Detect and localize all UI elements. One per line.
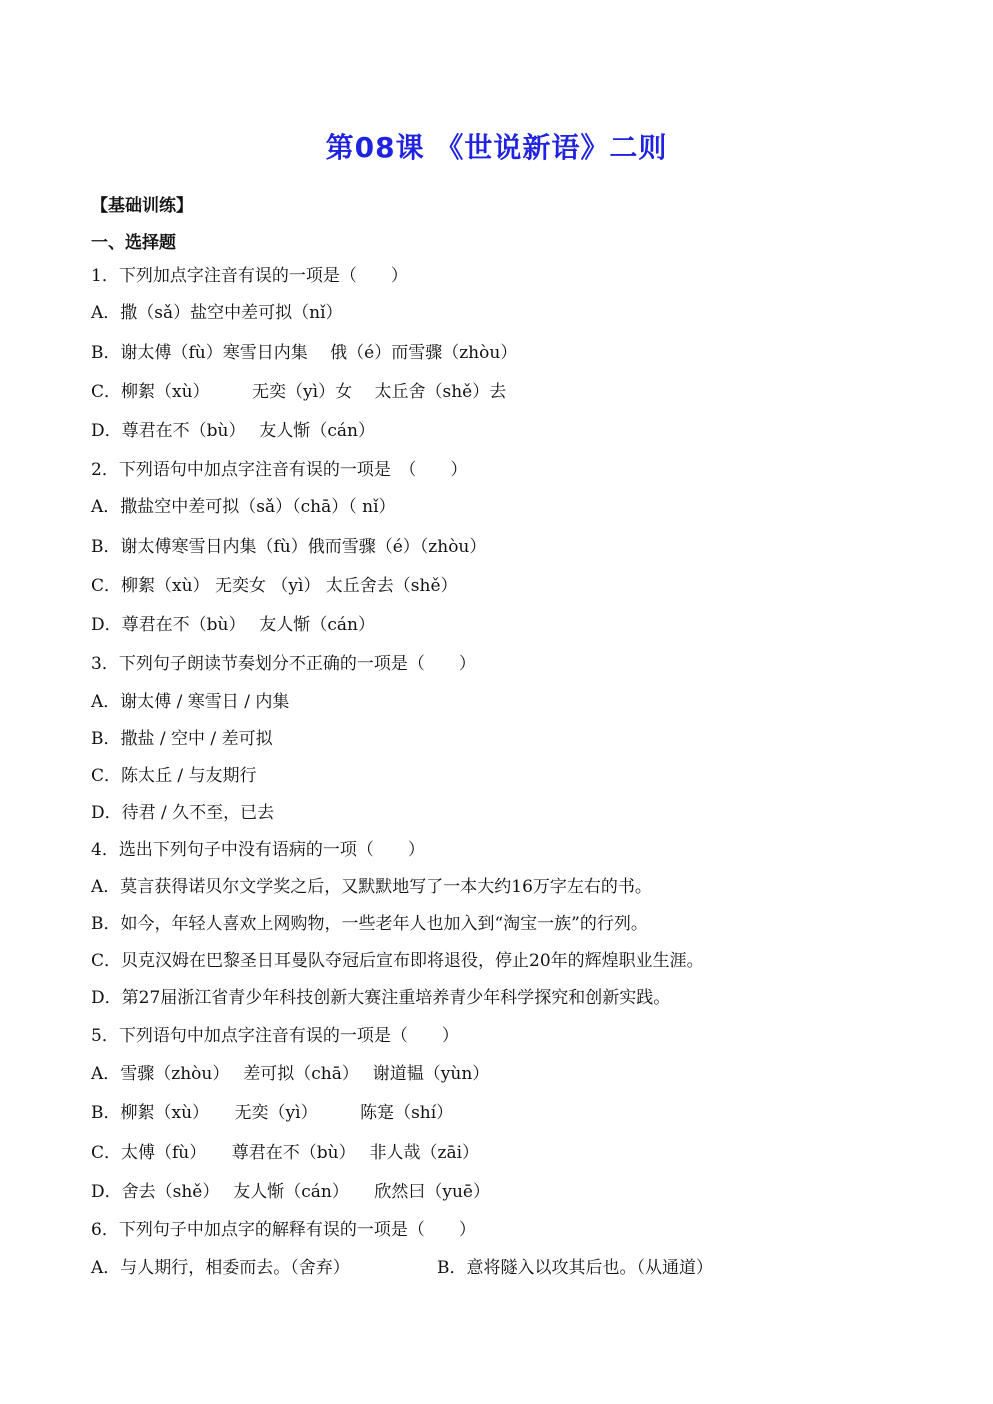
question-6-option-a: A．与人期行，相委而去。（舍弃） <box>91 1258 350 1278</box>
question-3-option-c: C．陈太丘 / 与友期行 <box>91 766 257 786</box>
question-1-option-a: A．撒（sǎ）盐空中差可拟（nǐ） <box>91 303 343 323</box>
question-4-option-c: C．贝克汉姆在巴黎圣日耳曼队夺冠后宣布即将退役，停止20年的辉煌职业生涯。 <box>91 951 704 971</box>
question-1-stem: 1．下列加点字注音有误的一项是（ ） <box>91 266 408 286</box>
page-title: 第08课 《世说新语》二则 <box>325 131 668 164</box>
question-1-option-d: D．尊君在不（bù） 友人惭（cán） <box>91 421 375 441</box>
question-5-option-c: C．太傅（fù） 尊君在不（bù） 非人哉（zāi） <box>91 1143 480 1163</box>
question-4-stem: 4．选出下列句子中没有语病的一项（ ） <box>91 840 425 860</box>
question-5-option-d: D．舍去（shě） 友人惭（cán） 欣然曰（yuē） <box>91 1182 490 1202</box>
question-2-option-c: C．柳絮（xù） 无奕女 （yì） 太丘舍去（shě） <box>91 576 458 596</box>
question-2-option-b: B．谢太傅寒雪日内集（fù）俄而雪骤（é）（zhòu） <box>91 537 487 557</box>
question-1-option-b: B．谢太傅（fù）寒雪日内集 俄（é）而雪骤（zhòu） <box>91 343 518 363</box>
question-4-option-b: B．如今，年轻人喜欢上网购物，一些老年人也加入到“淘宝一族”的行列。 <box>91 914 648 934</box>
question-6-stem: 6．下列句子中加点字的解释有误的一项是（ ） <box>91 1220 476 1240</box>
question-4-option-d: D．第27届浙江省青少年科技创新大赛注重培养青少年科学探究和创新实践。 <box>91 988 671 1008</box>
question-2-option-a: A．撒盐空中差可拟（sǎ）（chā）（ nǐ） <box>91 497 396 517</box>
section-heading-multiple-choice: 一、选择题 <box>91 233 176 253</box>
question-4-option-a: A．莫言获得诺贝尔文学奖之后，又默默地写了一本大约16万字左右的书。 <box>91 877 652 897</box>
question-5-stem: 5．下列语句中加点字注音有误的一项是（ ） <box>91 1026 459 1046</box>
question-3-option-d: D．待君 / 久不至，已去 <box>91 803 275 823</box>
question-2-stem: 2．下列语句中加点字注音有误的一项是 （ ） <box>91 460 468 480</box>
question-3-option-a: A．谢太傅 / 寒雪日 / 内集 <box>91 692 290 712</box>
question-1-option-c: C．柳絮（xù） 无奕（yì）女 太丘舍（shě）去 <box>91 382 507 402</box>
question-2-option-d: D．尊君在不（bù） 友人惭（cán） <box>91 615 375 635</box>
section-heading-basic-training: 【基础训练】 <box>91 196 193 216</box>
question-5-option-b: B．柳絮（xù） 无奕（yì） 陈寔（shí） <box>91 1103 454 1123</box>
question-5-option-a: A．雪骤（zhòu） 差可拟（chā） 谢道韫（yùn） <box>91 1064 490 1084</box>
question-3-option-b: B．撒盐 / 空中 / 差可拟 <box>91 729 273 749</box>
question-3-stem: 3．下列句子朗读节奏划分不正确的一项是（ ） <box>91 654 476 674</box>
question-6-option-b: B．意将隧入以攻其后也。（从通道） <box>437 1258 713 1278</box>
